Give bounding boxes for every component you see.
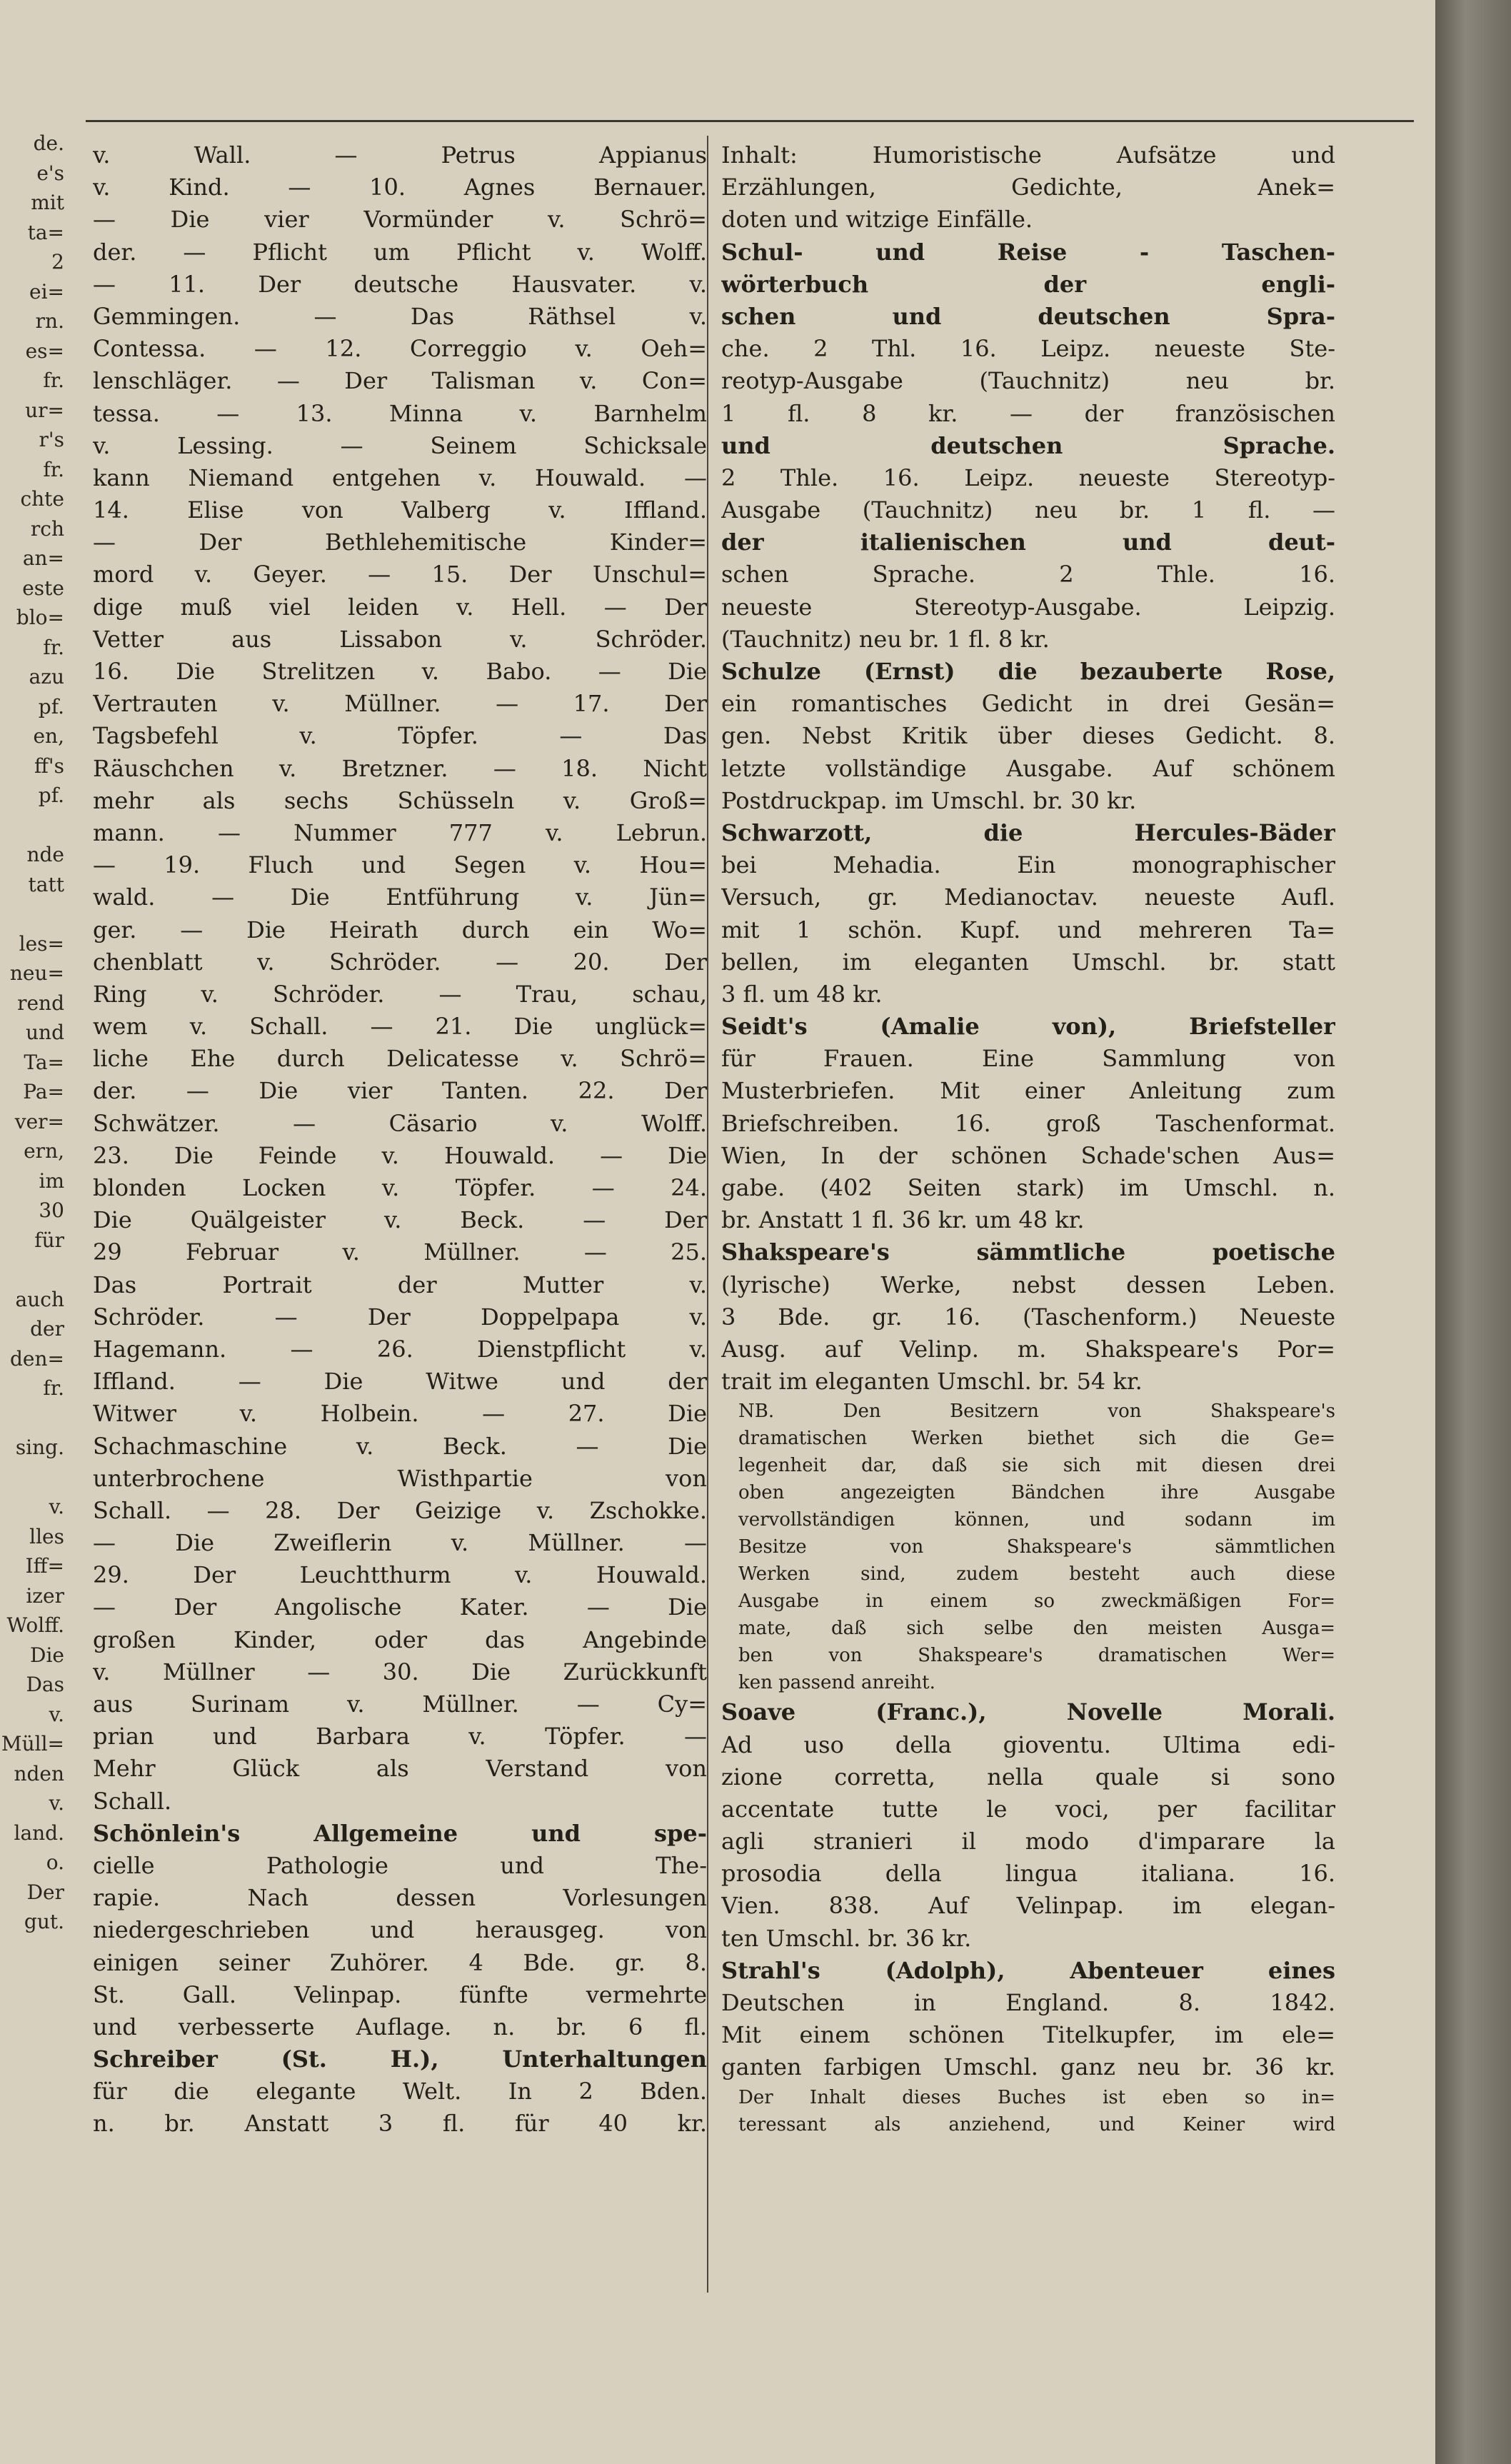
margin-fragment: und bbox=[26, 1021, 64, 1044]
margin-fragment bbox=[0, 1403, 69, 1433]
margin-fragment: fr. bbox=[43, 369, 64, 392]
text-line: reotyp-Ausgabe (Tauchnitz) neu br. bbox=[721, 367, 1335, 395]
margin-fragment: der bbox=[30, 1317, 64, 1341]
text-line: ger. — Die Heirath durch ein Wo= bbox=[93, 916, 707, 943]
text-line: letzte vollständige Ausgabe. Auf schönem bbox=[721, 754, 1335, 782]
margin-fragment: r's bbox=[39, 428, 64, 451]
text-line: Schönlein's Allgemeine und spe- bbox=[93, 1819, 707, 1847]
text-line: v. Wall. — Petrus Appianus bbox=[93, 141, 707, 169]
margin-fragment: neu= bbox=[9, 961, 64, 985]
text-line: Briefschreiben. 16. groß Taschenformat. bbox=[721, 1109, 1335, 1137]
margin-fragment: fr. bbox=[43, 635, 64, 659]
text-line: mate, daß sich selbe den meisten Ausga= bbox=[738, 1618, 1335, 1640]
text-line: Schröder. — Der Doppelpapa v. bbox=[93, 1303, 707, 1331]
text-line: oben angezeigten Bändchen ihre Ausgabe bbox=[738, 1482, 1335, 1504]
text-line: für die elegante Welt. In 2 Bden. bbox=[93, 2078, 707, 2105]
text-line: trait im eleganten Umschl. br. 54 kr. bbox=[721, 1368, 1143, 1396]
text-line: großen Kinder, oder das Angebinde bbox=[93, 1626, 707, 1653]
margin-fragment bbox=[0, 811, 69, 841]
text-line: und verbesserte Auflage. n. br. 6 fl. bbox=[93, 2013, 707, 2040]
margin-fragment: ei= bbox=[29, 279, 64, 304]
text-line: zione corretta, nella quale si sono bbox=[721, 1763, 1335, 1791]
text-line: n. br. Anstatt 3 fl. für 40 kr. bbox=[93, 2110, 707, 2138]
text-line: einigen seiner Zuhörer. 4 Bde. gr. 8. bbox=[93, 1948, 707, 1976]
text-line: wald. — Die Entführung v. Jün= bbox=[93, 883, 707, 911]
text-line: bei Mehadia. Ein monographischer bbox=[721, 851, 1335, 879]
text-line: teressant als anziehend, und Keiner wird bbox=[738, 2113, 1335, 2135]
text-line: 3 fl. um 48 kr. bbox=[721, 980, 883, 1008]
text-line: Mehr Glück als Verstand von bbox=[93, 1755, 707, 1783]
text-line: liche Ehe durch Delicatesse v. Schrö= bbox=[93, 1045, 707, 1073]
text-line: Ausg. auf Velinp. m. Shakspeare's Por= bbox=[721, 1335, 1335, 1363]
text-line: NB. Den Besitzern von Shakspeare's bbox=[738, 1401, 1335, 1423]
margin-fragment bbox=[0, 1463, 69, 1493]
margin-fragment: Pa= bbox=[23, 1080, 64, 1103]
text-line: Iffland. — Die Witwe und der bbox=[93, 1368, 707, 1396]
text-line: Tagsbefehl v. Töpfer. — Das bbox=[93, 722, 707, 750]
text-line: dige muß viel leiden v. Hell. — Der bbox=[93, 593, 707, 621]
margin-fragment: v. bbox=[49, 1702, 64, 1726]
text-line: Soave (Franc.), Novelle Morali. bbox=[721, 1698, 1335, 1726]
margin-fragment: für bbox=[34, 1228, 64, 1252]
text-line: (Tauchnitz) neu br. 1 fl. 8 kr. bbox=[721, 625, 1050, 653]
margin-fragment: Wolff. bbox=[6, 1613, 64, 1637]
margin-fragment: 30 bbox=[39, 1198, 64, 1222]
text-line: tessa. — 13. Minna v. Barnhelm bbox=[93, 399, 707, 427]
text-line: Postdruckpap. im Umschl. br. 30 kr. bbox=[721, 786, 1137, 814]
margin-fragment: fr. bbox=[43, 457, 64, 481]
margin-fragment bbox=[0, 899, 69, 929]
text-line: ben von Shakspeare's dramatischen Wer= bbox=[738, 1645, 1335, 1667]
margin-fragment: lles bbox=[29, 1524, 64, 1548]
margin-fragment: rn. bbox=[35, 309, 64, 333]
text-line: Die Quälgeister v. Beck. — Der bbox=[93, 1206, 707, 1234]
text-line: ken passend anreiht. bbox=[738, 1672, 935, 1694]
text-line: blonden Locken v. Töpfer. — 24. bbox=[93, 1174, 707, 1201]
text-line: Mit einem schönen Titelkupfer, im ele= bbox=[721, 2021, 1335, 2049]
text-line: Der Inhalt dieses Buches ist eben so in= bbox=[738, 2086, 1335, 2108]
margin-fragment: es= bbox=[25, 339, 64, 363]
text-line: der. — Pflicht um Pflicht v. Wolff. bbox=[93, 238, 707, 266]
text-line: dramatischen Werken biethet sich die Ge= bbox=[738, 1428, 1335, 1450]
margin-fragment: nde bbox=[26, 843, 64, 866]
text-line: aus Surinam v. Müllner. — Cy= bbox=[93, 1691, 707, 1718]
margin-fragment: ur= bbox=[25, 398, 64, 422]
margin-fragment bbox=[0, 1255, 69, 1285]
margin-fragment: v. bbox=[49, 1791, 64, 1815]
margin-fragment: izer bbox=[26, 1583, 64, 1608]
text-line: br. Anstatt 1 fl. 36 kr. um 48 kr. bbox=[721, 1206, 1085, 1234]
text-line: doten und witzige Einfälle. bbox=[721, 206, 1033, 234]
text-line: — Die Zweiflerin v. Müllner. — bbox=[93, 1529, 707, 1557]
margin-fragment: Das bbox=[26, 1673, 64, 1696]
text-line: cielle Pathologie und The- bbox=[93, 1851, 707, 1879]
text-line: prian und Barbara v. Töpfer. — bbox=[93, 1723, 707, 1751]
text-line: — Der Angolische Kater. — Die bbox=[93, 1593, 707, 1621]
text-line: unterbrochene Wisthpartie von bbox=[93, 1464, 707, 1492]
margin-fragment: ern, bbox=[24, 1139, 64, 1163]
text-line: vervollständigen können, und sodann im bbox=[738, 1509, 1335, 1531]
margin-fragment: ta= bbox=[27, 220, 64, 244]
margin-fragment: blo= bbox=[16, 606, 64, 629]
text-line: Wien, In der schönen Schade'schen Aus= bbox=[721, 1141, 1335, 1169]
text-line: kann Niemand entgehen v. Houwald. — bbox=[93, 464, 707, 491]
text-line: ten Umschl. br. 36 kr. bbox=[721, 1924, 972, 1952]
margin-fragment: nden bbox=[14, 1761, 64, 1786]
left-column bbox=[93, 139, 707, 2296]
text-line: rapie. Nach dessen Vorlesungen bbox=[93, 1884, 707, 1912]
text-line: legenheit dar, daß sie sich mit diesen drei bbox=[738, 1455, 1335, 1477]
margin-fragment: 2 bbox=[51, 250, 64, 274]
text-line: St. Gall. Velinpap. fünfte vermehrte bbox=[93, 1980, 707, 2008]
text-line: Schachmaschine v. Beck. — Die bbox=[93, 1432, 707, 1460]
column-divider bbox=[707, 136, 708, 2293]
text-line: Witwer v. Holbein. — 27. Die bbox=[93, 1400, 707, 1428]
margin-fragment: sing. bbox=[15, 1436, 64, 1459]
text-line: Gemmingen. — Das Räthsel v. bbox=[93, 302, 707, 330]
text-line: Seidt's (Amalie von), Briefsteller bbox=[721, 1013, 1335, 1041]
text-line: mit 1 schön. Kupf. und mehreren Ta= bbox=[721, 916, 1335, 943]
text-line: Strahl's (Adolph), Abenteuer eines bbox=[721, 1956, 1335, 1984]
text-line: Schwätzer. — Cäsario v. Wolff. bbox=[93, 1109, 707, 1137]
text-line: für Frauen. Eine Sammlung von bbox=[721, 1045, 1335, 1073]
text-line: Das Portrait der Mutter v. bbox=[93, 1271, 707, 1298]
text-line: — 11. Der deutsche Hausvater. v. bbox=[93, 270, 707, 298]
text-line: Hagemann. — 26. Dienstpflicht v. bbox=[93, 1335, 707, 1363]
text-line: 3 Bde. gr. 16. (Taschenform.) Neueste bbox=[721, 1303, 1335, 1331]
text-line: Erzählungen, Gedichte, Anek= bbox=[721, 174, 1335, 201]
text-line: 16. Die Strelitzen v. Babo. — Die bbox=[93, 658, 707, 685]
text-line: 1 fl. 8 kr. — der französischen bbox=[721, 399, 1335, 427]
margin-fragment: rend bbox=[17, 991, 64, 1015]
text-line: — Der Bethlehemitische Kinder= bbox=[93, 529, 707, 556]
text-line: Contessa. — 12. Correggio v. Oeh= bbox=[93, 335, 707, 363]
text-line: 29 Februar v. Müllner. — 25. bbox=[93, 1238, 707, 1266]
text-line: und deutschen Sprache. bbox=[721, 431, 1335, 459]
text-line: 14. Elise von Valberg v. Iffland. bbox=[93, 496, 707, 524]
text-line: Schall. bbox=[93, 1787, 172, 1815]
margin-fragment: en, bbox=[33, 724, 64, 748]
margin-fragment: fr. bbox=[43, 1376, 64, 1400]
text-line: Schwarzott, die Hercules-Bäder bbox=[721, 818, 1335, 846]
text-line: Inhalt: Humoristische Aufsätze und bbox=[721, 141, 1335, 169]
margin-fragment: auch bbox=[15, 1287, 64, 1311]
margin-fragment: v. bbox=[49, 1495, 64, 1518]
margin-fragment: pf. bbox=[38, 694, 64, 718]
margin-fragment: pf. bbox=[38, 783, 64, 807]
text-line: lenschläger. — Der Talisman v. Con= bbox=[93, 367, 707, 395]
text-line: der italienischen und deut- bbox=[721, 529, 1335, 556]
text-line: mord v. Geyer. — 15. Der Unschul= bbox=[93, 561, 707, 589]
text-line: schen und deutschen Spra- bbox=[721, 302, 1335, 330]
text-line: ganten farbigen Umschl. ganz neu br. 36 kr. bbox=[721, 2053, 1335, 2081]
text-line: 2 Thle. 16. Leipz. neueste Stereotyp- bbox=[721, 464, 1335, 491]
right-column bbox=[721, 139, 1335, 2296]
text-line: v. Lessing. — Seinem Schicksale bbox=[93, 431, 707, 459]
text-line: schen Sprache. 2 Thle. 16. bbox=[721, 561, 1335, 589]
text-line: neueste Stereotyp-Ausgabe. Leipzig. bbox=[721, 593, 1335, 621]
text-line: prosodia della lingua italiana. 16. bbox=[721, 1860, 1335, 1888]
margin-fragment: o. bbox=[46, 1850, 64, 1874]
margin-fragment: chte bbox=[20, 487, 64, 511]
text-line: niedergeschrieben und herausgeg. von bbox=[93, 1916, 707, 1944]
text-line: Deutschen in England. 8. 1842. bbox=[721, 1989, 1335, 2016]
margin-fragment: Ta= bbox=[24, 1050, 64, 1074]
text-line: v. Kind. — 10. Agnes Bernauer. bbox=[93, 174, 707, 201]
margin-fragment: de. bbox=[33, 131, 64, 155]
margin-fragment: Iff= bbox=[25, 1554, 64, 1578]
margin-fragment: azu bbox=[29, 665, 64, 688]
text-line: gen. Nebst Kritik über dieses Gedicht. 8. bbox=[721, 722, 1335, 750]
text-line: accentate tutte le voci, per facilitar bbox=[721, 1795, 1335, 1823]
text-line: Schulze (Ernst) die bezauberte Rose, bbox=[721, 658, 1335, 685]
margin-fragment: este bbox=[22, 576, 64, 600]
margin-fragment: tatt bbox=[28, 872, 64, 896]
text-line: 23. Die Feinde v. Houwald. — Die bbox=[93, 1141, 707, 1169]
text-line: chenblatt v. Schröder. — 20. Der bbox=[93, 948, 707, 976]
text-line: ein romantisches Gedicht in drei Gesän= bbox=[721, 690, 1335, 718]
left-margin-fragments bbox=[0, 129, 69, 2271]
margin-fragment: den= bbox=[10, 1346, 64, 1371]
text-line: Versuch, gr. Medianoctav. neueste Aufl. bbox=[721, 883, 1335, 911]
text-line: Musterbriefen. Mit einer Anleitung zum bbox=[721, 1077, 1335, 1105]
text-line: che. 2 Thl. 16. Leipz. neueste Ste- bbox=[721, 335, 1335, 363]
text-line: mehr als sechs Schüsseln v. Groß= bbox=[93, 786, 707, 814]
text-line: bellen, im eleganten Umschl. br. statt bbox=[721, 948, 1335, 976]
text-line: — 19. Fluch und Segen v. Hou= bbox=[93, 851, 707, 879]
text-line: agli stranieri il modo d'imparare la bbox=[721, 1828, 1335, 1855]
text-line: Ausgabe (Tauchnitz) neu br. 1 fl. — bbox=[721, 496, 1335, 524]
margin-fragment: gut. bbox=[24, 1910, 64, 1933]
text-line: Vertrauten v. Müllner. — 17. Der bbox=[93, 690, 707, 718]
margin-fragment: land. bbox=[14, 1821, 64, 1845]
text-line: wem v. Schall. — 21. Die unglück= bbox=[93, 1013, 707, 1041]
text-line: (lyrische) Werke, nebst dessen Leben. bbox=[721, 1271, 1335, 1298]
text-line: v. Müllner — 30. Die Zurückkunft bbox=[93, 1658, 707, 1686]
text-line: Schul- und Reise - Taschen- bbox=[721, 238, 1335, 266]
margin-fragment: Die bbox=[30, 1643, 64, 1667]
text-line: Schall. — 28. Der Geizige v. Zschokke. bbox=[93, 1496, 707, 1524]
margin-fragment: ver= bbox=[14, 1109, 64, 1133]
text-line: gabe. (402 Seiten stark) im Umschl. n. bbox=[721, 1174, 1335, 1201]
margin-fragment: Der bbox=[26, 1880, 64, 1904]
text-line: Werken sind, zudem besteht auch diese bbox=[738, 1563, 1335, 1586]
margin-fragment: mit bbox=[31, 191, 64, 214]
text-line: Räuschchen v. Bretzner. — 18. Nicht bbox=[93, 754, 707, 782]
margin-fragment: Müll= bbox=[1, 1732, 64, 1756]
margin-fragment: e's bbox=[36, 161, 64, 185]
text-line: Ring v. Schröder. — Trau, schau, bbox=[93, 980, 707, 1008]
text-line: Ad uso della gioventu. Ultima edi- bbox=[721, 1731, 1335, 1758]
margin-fragment: les= bbox=[19, 931, 64, 956]
text-line: Schreiber (St. H.), Unterhaltungen bbox=[93, 2045, 707, 2073]
margin-fragment: im bbox=[39, 1168, 64, 1193]
text-line: Vien. 838. Auf Velinpap. im elegan- bbox=[721, 1892, 1335, 1920]
text-line: der. — Die vier Tanten. 22. Der bbox=[93, 1077, 707, 1105]
text-line: — Die vier Vormünder v. Schrö= bbox=[93, 206, 707, 234]
margin-fragment: ff's bbox=[34, 753, 64, 778]
margin-fragment: rch bbox=[30, 516, 64, 541]
text-line: Besitze von Shakspeare's sämmtlichen bbox=[738, 1536, 1335, 1558]
text-line: Shakspeare's sämmtliche poetische bbox=[721, 1238, 1335, 1266]
top-rule bbox=[86, 120, 1414, 122]
margin-fragment: an= bbox=[22, 546, 64, 570]
text-line: wörterbuch der engli- bbox=[721, 270, 1335, 298]
page-edge-shadow bbox=[1435, 0, 1511, 2464]
text-line: Vetter aus Lissabon v. Schröder. bbox=[93, 625, 707, 653]
text-line: Ausgabe in einem so zweckmäßigen For= bbox=[738, 1591, 1335, 1613]
text-line: 29. Der Leuchtthurm v. Houwald. bbox=[93, 1561, 707, 1589]
text-line: mann. — Nummer 777 v. Lebrun. bbox=[93, 818, 707, 846]
